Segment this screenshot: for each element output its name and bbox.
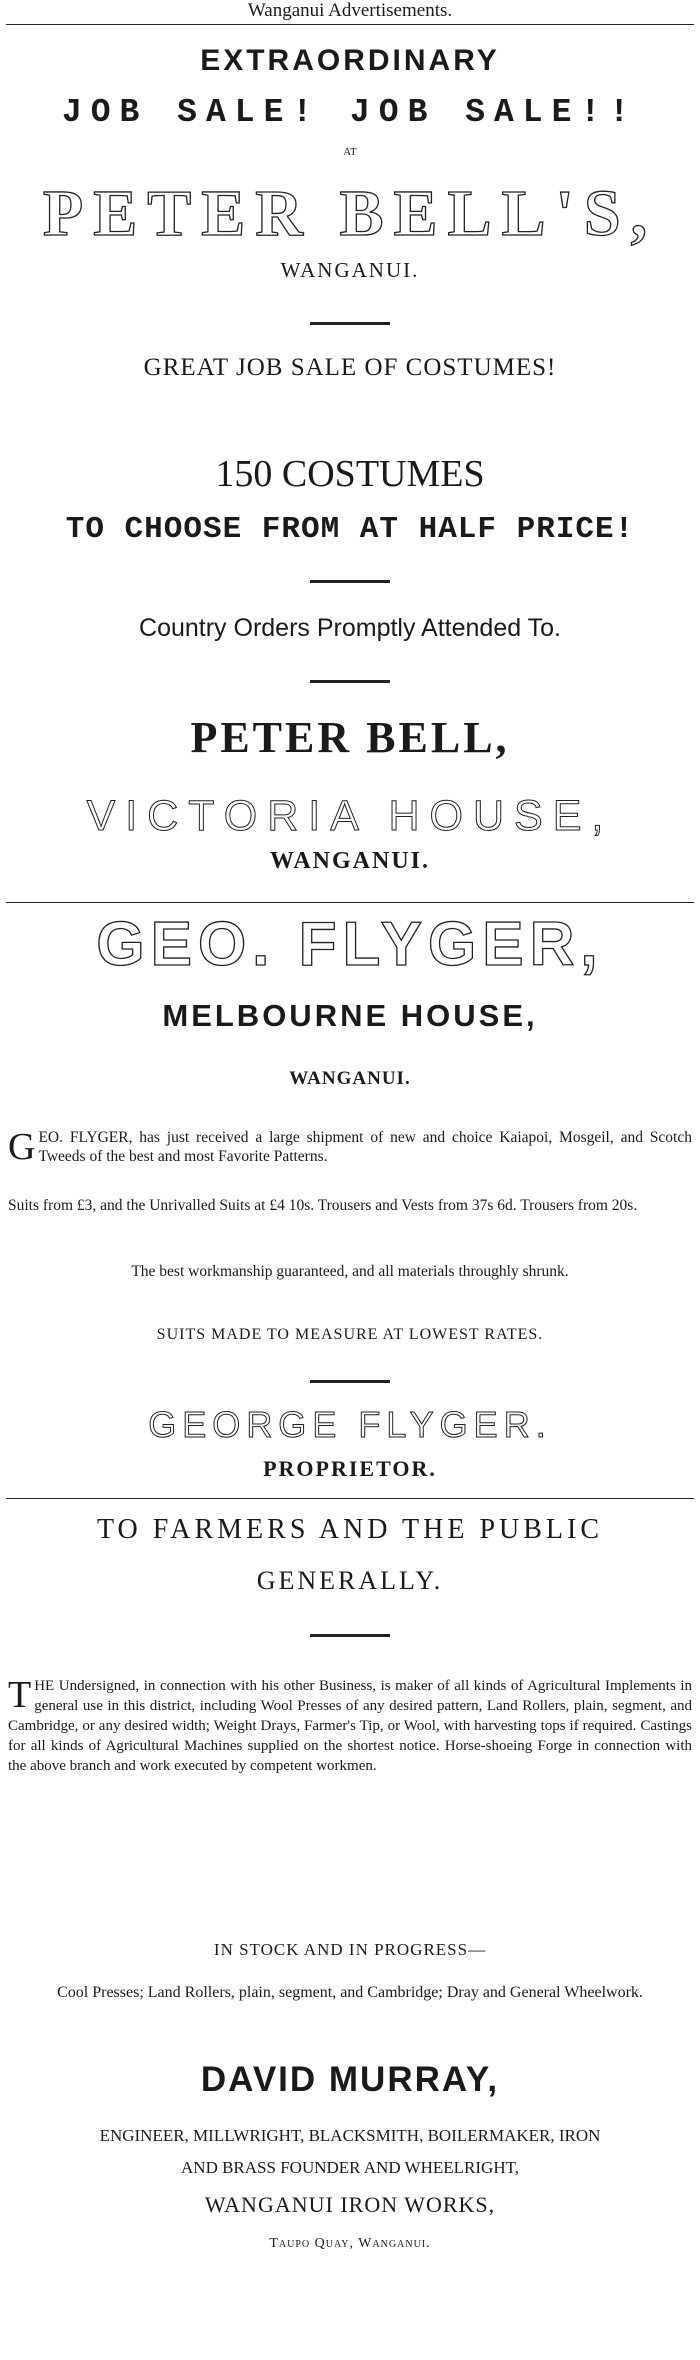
murray-trades-line2: AND BRASS FOUNDER AND WHEELRIGHT, [181,2158,519,2177]
divider [310,1634,390,1637]
murray-stock: IN STOCK AND IN PROGRESS— [213,1940,487,1959]
flyger-name: GEO. FLYGER, [96,910,604,979]
flyger-proprietor-name: GEORGE FLYGER. [148,1404,552,1445]
bell-costumes: 150 COSTUMES [215,453,485,495]
flyger-paragraph-workmanship [8,1262,692,1281]
section-title: Wanganui Advertisements. [247,0,453,21]
bell-choose: TO CHOOSE FROM AT HALF PRICE! [65,512,635,547]
header-rule [6,24,694,25]
murray-paragraph [8,1676,692,1884]
murray-paragraph-text: HE Undersigned, in connection with his other Business, is maker of all kinds of Agricultural Implements in general use in this district, including Wool Presses of any desired pattern, Land Rollers, plain, segment, and Cambridge, or any desired width; Weight Drays, Farmer's Tip, or Wool, with harvesting tops if required. Castings for all kinds of Agricultural Machines supplied on the shortest notice. Horse-shoeing Forge in connection with the above branch and work executed by competent workmen. [8,1678,692,1774]
murray-heading: TO FARMERS AND THE PUBLIC [96,1514,604,1545]
bell-extraordinary: EXTRAORDINARY [200,44,500,77]
murray-stock-list-text: Cool Presses; Land Rollers, plain, segment, and Cambridge; Dray and General Wheelwork. [57,1984,643,2001]
bell-orders: Country Orders Promptly Attended To. [139,614,561,642]
flyger-town: WANGANUI. [289,1068,411,1089]
divider [310,1380,390,1383]
bell-signature: PETER BELL, [190,713,510,762]
bell-house-town: WANGANUI. [269,848,430,874]
murray-signature: DAVID MURRAY, [200,2060,500,2099]
murray-stock-list [8,1982,692,2004]
flyger-paragraph-prices [8,1196,692,1215]
flyger-paragraph-shipment [8,1128,692,1172]
drop-cap: G [8,1126,36,1168]
murray-trades-line1: ENGINEER, MILLWRIGHT, BLACKSMITH, BOILERMAKER, IRON [99,2126,601,2145]
section-rule [6,1498,694,1499]
bell-town: WANGANUI. [280,258,420,282]
divider [310,680,390,683]
flyger-prices-text: Suits from £3, and the Unrivalled Suits at £4 10s. Trousers and Vests from 37s 6d. Trousers from 20s. [8,1197,638,1214]
divider [310,580,390,583]
drop-cap: T [8,1674,32,1716]
flyger-proprietor-title: PROPRIETOR. [263,1456,437,1481]
bell-sale: GREAT JOB SALE OF COSTUMES! [143,354,557,381]
bell-house: VICTORIA HOUSE, [86,792,614,840]
divider [310,322,390,325]
flyger-house: MELBOURNE HOUSE, [162,998,538,1033]
flyger-suits: SUITS MADE TO MEASURE AT LOWEST RATES. [156,1326,544,1343]
flyger-workmanship-text: The best workmanship guaranteed, and all materials throughly shrunk. [131,1263,569,1280]
flyger-shipment-text: EO. FLYGER, has just received a large shipment of new and choice Kaiapoi, Mosgeil, and Scotch Tweeds of the best and most Favorite Patterns. [38,1129,692,1165]
murray-address: Taupo Quay, Wanganui. [269,2236,431,2251]
bell-at: AT [343,146,357,158]
murray-works: WANGANUI IRON WORKS, [204,2192,496,2217]
section-rule [6,902,694,903]
bell-job-sale: JOB SALE! JOB SALE!! [61,94,639,131]
murray-heading-cont: GENERALLY. [256,1566,444,1595]
bell-name: PETER BELL'S, [42,177,658,250]
